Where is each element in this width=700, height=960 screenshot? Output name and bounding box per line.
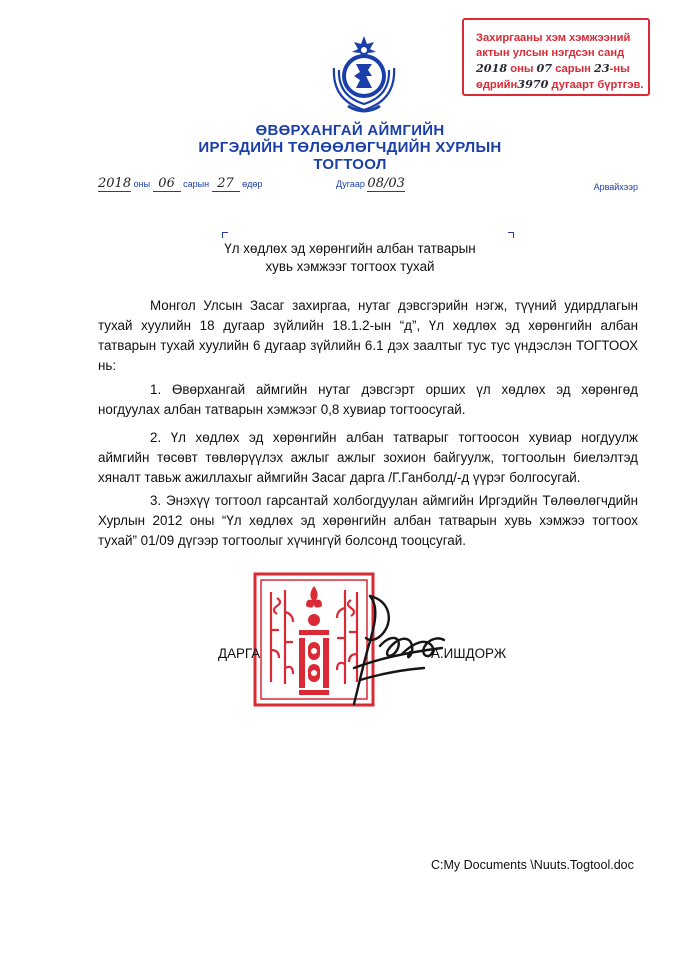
stamp-year-suffix: оны: [510, 63, 534, 75]
item-2-text: 2. Үл хөдлөх эд хөрөнгийн албан татварыг тогтоосон хувиар ногдуулж аймгийн төсөвт төвлөрүүлэх ажлыг ажлыг зохион байгуулж, тогтоолын биелэлтэд хяналт тавьж ажиллахыг аймгийн Засаг дарга /Г.Ганболд/-д үүрэг болгосугай.: [98, 430, 638, 485]
date-group: [98, 176, 262, 192]
header-line-3: ТОГТООЛ: [313, 156, 387, 173]
file-path-footer: C:My Documents \Nuuts.Togtool.doc: [431, 858, 634, 872]
date-month: 06: [153, 176, 181, 192]
signatory-role: ДАРГА: [218, 646, 261, 661]
date-year: 2018: [98, 176, 132, 191]
stamp-registered-text: дугаарт бүртгэв.: [551, 79, 644, 91]
stamp-line-2: актын улсын нэгдсэн санд: [476, 47, 625, 59]
stamp-day-suffix: -ны: [609, 63, 630, 75]
stamp-line-1: Захиргааны хэм хэмжээний: [476, 32, 631, 44]
item-1-text: 1. Өвөрхангай аймгийн нутаг дэвсгэрт орших үл хөдлөх эд хөрөнгөд ногдуулах албан татварын хэмжээг 0,8 хувиар тогтоосугай.: [98, 382, 638, 417]
stamp-line-4: [476, 77, 642, 93]
document-subject: [0, 240, 700, 276]
header-line-1: ӨВӨРХАНГАЙ АЙМГИЙН: [255, 122, 445, 139]
subject-line-2: хувь хэмжээг тогтоох тухай: [265, 259, 435, 274]
stamp-day: 23: [594, 61, 610, 75]
stamp-day-label: өдрийн: [476, 79, 518, 91]
place-name: Арвайхээр: [593, 182, 638, 192]
date-line: [98, 176, 638, 198]
stamp-line-3: [476, 61, 642, 77]
corner-top-right: [508, 232, 514, 238]
item-3-text: 3. Энэхүү тогтоол гарсантай холбогдуулан аймгийн Иргэдийн Төлөөлөгчдийн Хурлын 2012 оны “Үл хөдлөх эд хөрөнгийн албан татварын хувь хэмжээ тогтоох тухай” 01/09 дүгээр тогтоолыг хүчингүй болсонд тооцсугай.: [98, 493, 638, 548]
corner-top-left: [222, 232, 228, 238]
item-2-paragraph: [98, 428, 638, 488]
preamble-paragraph: [98, 296, 638, 376]
state-emblem-icon: [326, 30, 402, 116]
item-1-paragraph: [98, 380, 638, 420]
preamble-text: Монгол Улсын Засаг захиргаа, нутаг дэвсгэрийн нэгж, түүний удирдлагын тухай хуулийн 18 дугаар зүйлийн 18.1.2-ын “д”, Үл хөдлөх эд хөрөнгийн албан татварын тухай хуулийн 6 дугаар зүйлийн 6.1 дэх заалтыг тус тус үндэслэн ТОГТООХ нь:: [98, 298, 638, 373]
date-year-suffix: оны: [133, 179, 151, 189]
number-group: [336, 176, 405, 192]
item-3-paragraph: [98, 491, 638, 551]
header-line-2: ИРГЭДИЙН ТӨЛӨӨЛӨГЧДИЙН ХУРЛЫН: [198, 139, 502, 156]
signatory-name: А.ИШДОРЖ: [431, 646, 507, 661]
number-label: Дугаар: [336, 179, 365, 189]
date-month-suffix: сарын: [183, 179, 210, 189]
subject-line-1: Үл хөдлөх эд хөрөнгийн албан татварын: [224, 241, 476, 256]
date-day-suffix: өдөр: [242, 179, 263, 189]
stamp-reg-number: 3970: [517, 77, 549, 91]
stamp-year: 2018: [476, 61, 508, 75]
stamp-month-suffix: сарын: [555, 63, 591, 75]
document-number: 08/03: [367, 176, 405, 191]
stamp-month: 07: [536, 61, 553, 75]
registration-stamp: [462, 18, 650, 96]
date-day: 27: [212, 176, 240, 192]
